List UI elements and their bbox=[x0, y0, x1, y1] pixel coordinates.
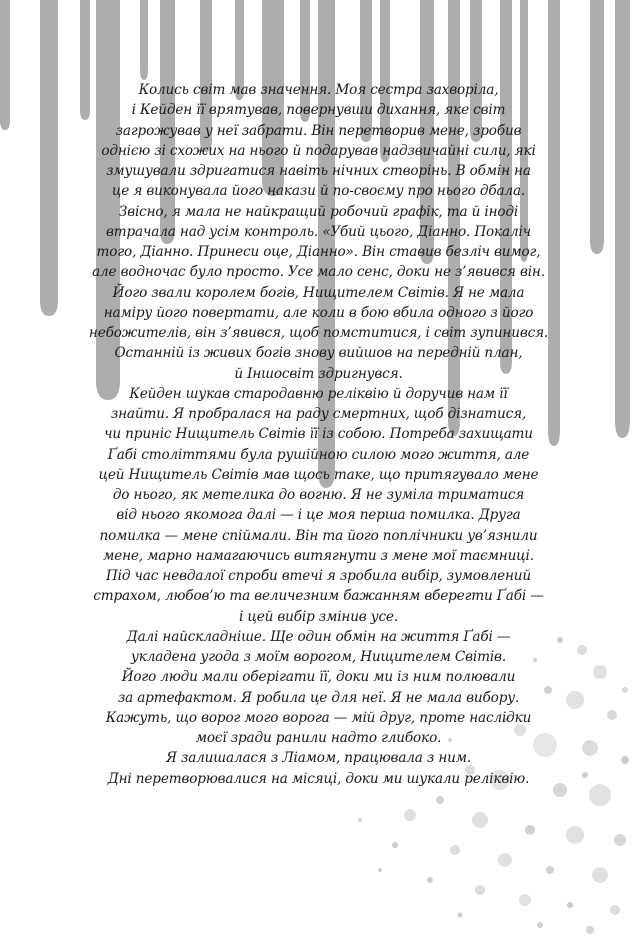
text-line: це я виконувала його накази й по-своєму про нього дбала. bbox=[111, 183, 526, 200]
text-line: Кажуть, що ворог мого ворога — мій друг, проте наслідки bbox=[105, 709, 532, 726]
text-line: чи приніс Нищитель Світів її із собою. Потреба захищати bbox=[104, 426, 533, 443]
text-line: і Кейден її врятував, повернувши дихання, яке світ bbox=[131, 102, 506, 119]
text-line: Кейден шукав стародавню реліквію й доручив нам її bbox=[129, 385, 508, 402]
text-line: Я залишалася з Ліамом, працювала з ним. bbox=[165, 750, 472, 767]
text-line: того, Діанно. Принеси оце, Діанно». Він ставив безліч вимог, bbox=[96, 244, 541, 260]
text-line: однією зі схожих на нього й подарував надзвичайні сили, які bbox=[101, 142, 536, 159]
body-text bbox=[50, 80, 587, 789]
text-line: мене, марно намагаючись витягнути з мене мої таємниці. bbox=[103, 547, 534, 564]
text-line: цей Нищитель Світів мав щось таке, що притягувало мене bbox=[98, 466, 539, 483]
text-line: Його люди мали оберігати її, доки ми із ним полювали bbox=[121, 669, 516, 686]
text-line: знайти. Я пробралася на раду смертних, щоб дізнатися, bbox=[110, 406, 527, 422]
text-line: наміру його повертати, але коли в бою вбила одного з його bbox=[103, 304, 534, 321]
text-line: загрожував у неї забрати. Він перетворив мене, зробив bbox=[115, 122, 522, 139]
text-line: і цей вибір змінив усе. bbox=[239, 608, 398, 625]
text-line: Останній із живих богів знову вийшов на передній план, bbox=[114, 345, 523, 362]
text-line: Далі найскладніше. Ще один обмін на життя Ґабі — bbox=[126, 628, 511, 645]
text-line: Під час невдалої спроби втечі я зробила вибір, зумовлений bbox=[105, 568, 532, 584]
text-line: Ґабі століттями була рушійною силою мого життя, але bbox=[107, 446, 530, 463]
text-line: моєї зради ранили надто глибоко. bbox=[195, 730, 442, 746]
text-line: але водночас було просто. Усе мало сенс, доки не з’явився він. bbox=[92, 264, 545, 281]
text-line: Дні перетворювалися на місяці, доки ми шукали реліквію. bbox=[107, 770, 530, 787]
text-line: страхом, любов’ю та величезним бажанням вберегти Ґабі — bbox=[93, 588, 544, 605]
text-line: змушували здригатися навіть нічних створінь. В обмін на bbox=[106, 163, 531, 179]
text-line: укладена угода з моїм ворогом, Нищителем Світів. bbox=[131, 649, 506, 665]
text-line: й Іншосвіт здригнувся. bbox=[234, 365, 403, 382]
text-line: Його звали королем богів, Нищителем Світів. Я не мала bbox=[112, 284, 525, 301]
text-line: небожителів, він з’явився, щоб помститися, і світ зупинився. bbox=[88, 325, 549, 341]
text-line: за артефактом. Я робила це для неї. Я не мала вибору. bbox=[117, 689, 520, 706]
text-line: до нього, як метелика до вогню. Я не зуміла триматися bbox=[112, 487, 525, 503]
text-line: втрачала над усім контроль. «Убий цього, Діанно. Покаліч bbox=[105, 223, 531, 240]
text-line: помилка — мене спіймали. Він та його поплічники ув’язнили bbox=[99, 527, 538, 544]
text-line: Колись світ мав значення. Моя сестра захворіла, bbox=[138, 82, 499, 98]
text-line: Звісно, я мала не найкращий робочий графік, та й іноді bbox=[118, 203, 519, 220]
text-line: від нього якомога далі — і це моя перша помилка. Друга bbox=[116, 507, 521, 524]
